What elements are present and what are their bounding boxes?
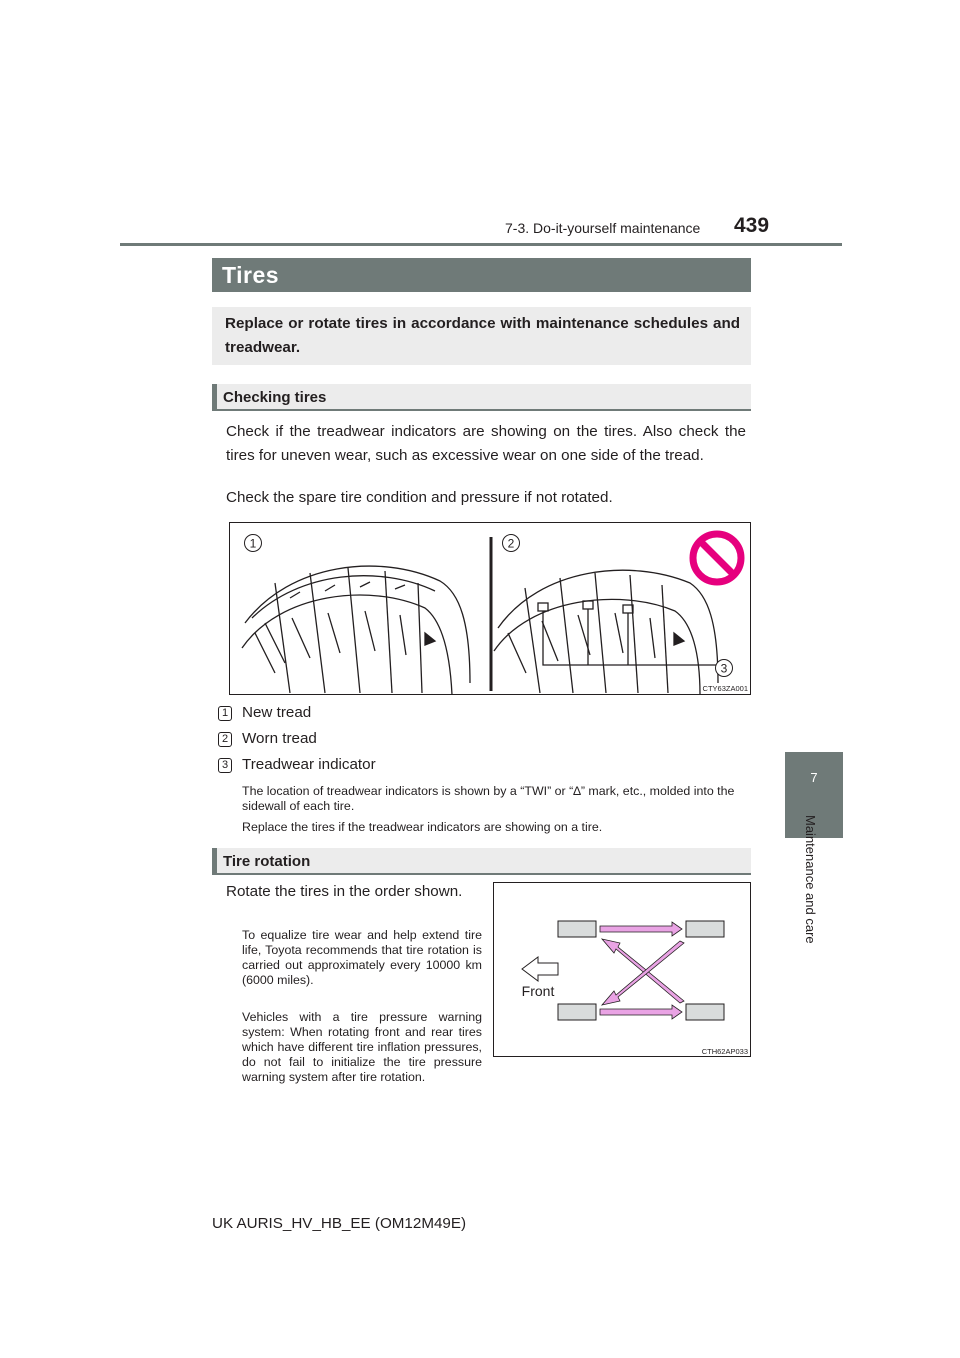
legend-number-2: 2	[218, 732, 232, 747]
figure-callout-1	[245, 535, 262, 552]
header-divider	[120, 243, 842, 246]
callout-3-label: 3	[720, 661, 728, 676]
rotation-paragraph: Rotate the tires in the order shown.	[226, 883, 463, 900]
rotation-note-2: Vehicles with a tire pressure warning system: When rotating front and rear tires which have different tire inflation pressures, do not fail to initialize the tire pressure warning system after tire rotation.	[242, 1010, 482, 1084]
worn-tread-tire	[494, 570, 718, 695]
callout-2-label: 2	[507, 536, 515, 551]
subheading-tire-rotation: Tire rotation	[223, 853, 311, 870]
figure-callout-3	[716, 660, 733, 677]
figure-code: CTY63ZA001	[702, 684, 748, 693]
tread-figure	[229, 522, 751, 695]
new-tread-tire	[242, 566, 470, 695]
rotation-diagram	[494, 883, 751, 1057]
treadwear-note-1: The location of treadwear indicators is shown by a “TWI” or “∆” mark, etc., molded into the sidewall of each tire.	[242, 784, 735, 813]
arrow-front-left-to-front-right	[600, 922, 682, 936]
page-title: Tires	[222, 262, 280, 288]
legend-text-new-tread: New tread	[242, 704, 312, 721]
legend-number-3: 3	[218, 758, 232, 773]
rotation-figure	[493, 882, 751, 1057]
figure-callout-2	[503, 535, 520, 552]
checking-paragraph-1: Check if the treadwear indicators are showing on the tires. Also check the tires for uneven wear, such as excessive wear on one side of the tread.	[226, 423, 746, 464]
legend-text-worn-tread: Worn tread	[242, 730, 317, 747]
front-direction-arrow-icon	[522, 957, 558, 981]
rear-right-tire	[686, 1004, 724, 1020]
legend-number-1: 1	[218, 706, 232, 721]
page-number: 439	[734, 214, 770, 237]
tread-illustration	[230, 523, 751, 695]
document-footer: UK AURIS_HV_HB_EE (OM12M49E)	[212, 1215, 467, 1232]
legend-text-treadwear-indicator: Treadwear indicator	[242, 756, 376, 773]
treadwear-note-2: Replace the tires if the treadwear indicators are showing on a tire.	[242, 820, 603, 834]
chapter-number: 7	[810, 770, 818, 785]
rotation-arrows	[600, 922, 684, 1019]
no-sign-icon	[693, 534, 741, 582]
rotation-note-1: To equalize tire wear and help extend tire life, Toyota recommends that tire rotation is carried out approximately every 10000 km (6000 miles).	[242, 928, 482, 987]
rear-left-tire	[558, 1004, 596, 1020]
front-label: Front	[521, 983, 555, 999]
front-right-tire	[686, 921, 724, 937]
rotation-figure-code: CTH62AP033	[701, 1047, 748, 1056]
subheading-checking-tires: Checking tires	[223, 389, 327, 406]
chapter-label: Maintenance and care	[803, 815, 818, 944]
section-title: 7-3. Do-it-yourself maintenance	[505, 220, 701, 236]
front-left-tire	[558, 921, 596, 937]
arrow-rear-left-to-rear-right	[600, 1005, 682, 1019]
title-bar	[212, 258, 751, 292]
callout-1-label: 1	[249, 536, 257, 551]
checking-paragraph-2: Check the spare tire condition and pressure if not rotated.	[226, 489, 613, 506]
intro-text: Replace or rotate tires in accordance with maintenance schedules and treadwear.	[225, 315, 740, 356]
